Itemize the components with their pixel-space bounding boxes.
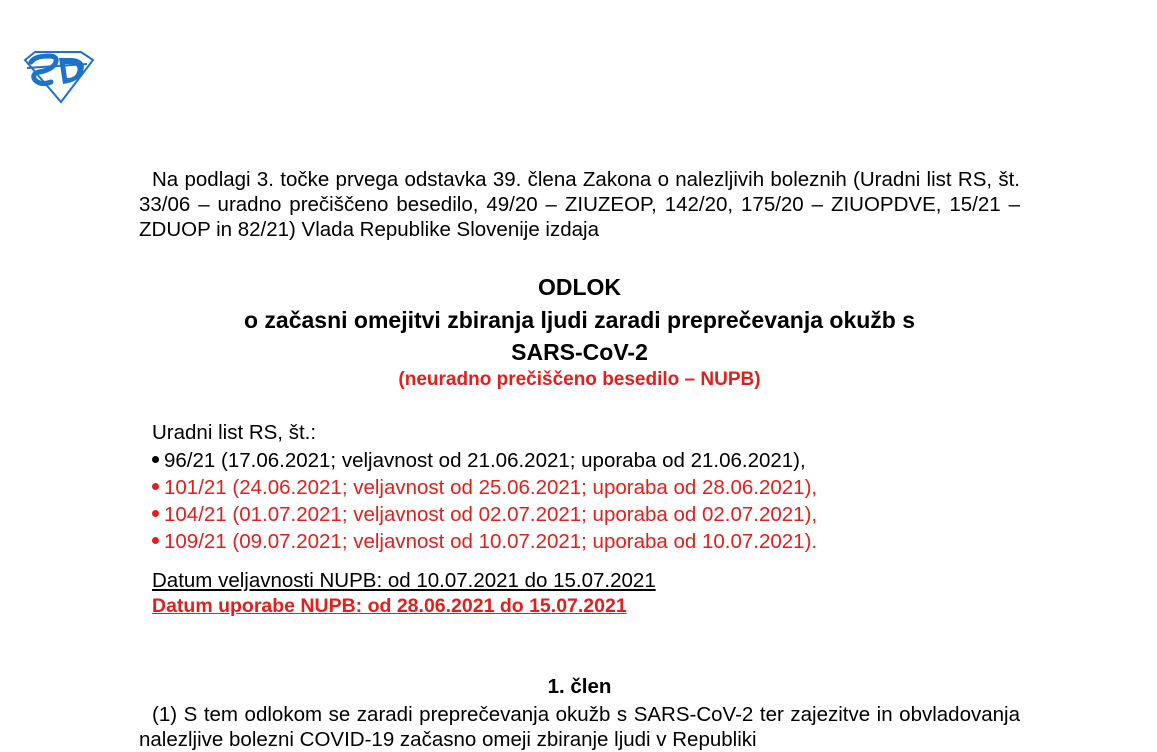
- gazette-entry: 109/21 (09.07.2021; veljavnost od 10.07.2021; uporaba od 10.07.2021).: [152, 530, 817, 554]
- article-1-text: (1) S tem odlokom se zaradi preprečevanja okužb s SARS-CoV-2 ter zajezitve in obvladovanja nalezljive bolezni COVID-19 začasno omeji zbiranje ljudi v Republiki: [139, 703, 1020, 751]
- intro-paragraph: Na podlagi 3. točke prvega odstavka 39. člena Zakona o nalezljivih boleznih (Uradni list RS, št. 33/06 – uradno prečiščeno besedilo, 49/20 – ZIUZEOP, 142/20, 175/20 – ZIUOPDVE, 15/21 – ZDUOP in 82/21) Vlada Republike Slovenije izdaja: [139, 168, 1020, 241]
- document-subtitle: (neuradno prečiščeno besedilo – NUPB): [398, 369, 761, 390]
- gazette-entry: 104/21 (01.07.2021; veljavnost od 02.07.2021; uporaba od 02.07.2021),: [152, 503, 817, 527]
- bullet-icon: [152, 510, 159, 517]
- application-date: Datum uporabe NUPB: od 28.06.2021 do 15.07.2021: [152, 595, 627, 617]
- gazette-heading: Uradni list RS, št.:: [152, 421, 317, 444]
- document-title-line-3: SARS-CoV-2: [511, 339, 648, 365]
- bullet-icon: [152, 537, 159, 544]
- document-title-line-2: o začasni omejitvi zbiranja ljudi zaradi preprečevanja okužb s: [243, 307, 916, 333]
- document-title: ODLOK: [537, 274, 622, 300]
- bullet-icon: [152, 456, 159, 463]
- validity-date: Datum veljavnosti NUPB: od 10.07.2021 do 15.07.2021: [152, 569, 656, 592]
- article-1-title: 1. člen: [547, 675, 612, 698]
- gazette-entry: 96/21 (17.06.2021; veljavnost od 21.06.2021; uporaba od 21.06.2021),: [152, 449, 806, 473]
- government-logo: [21, 50, 95, 104]
- gazette-entry: 101/21 (24.06.2021; veljavnost od 25.06.2021; uporaba od 28.06.2021),: [152, 476, 817, 500]
- bullet-icon: [152, 483, 159, 490]
